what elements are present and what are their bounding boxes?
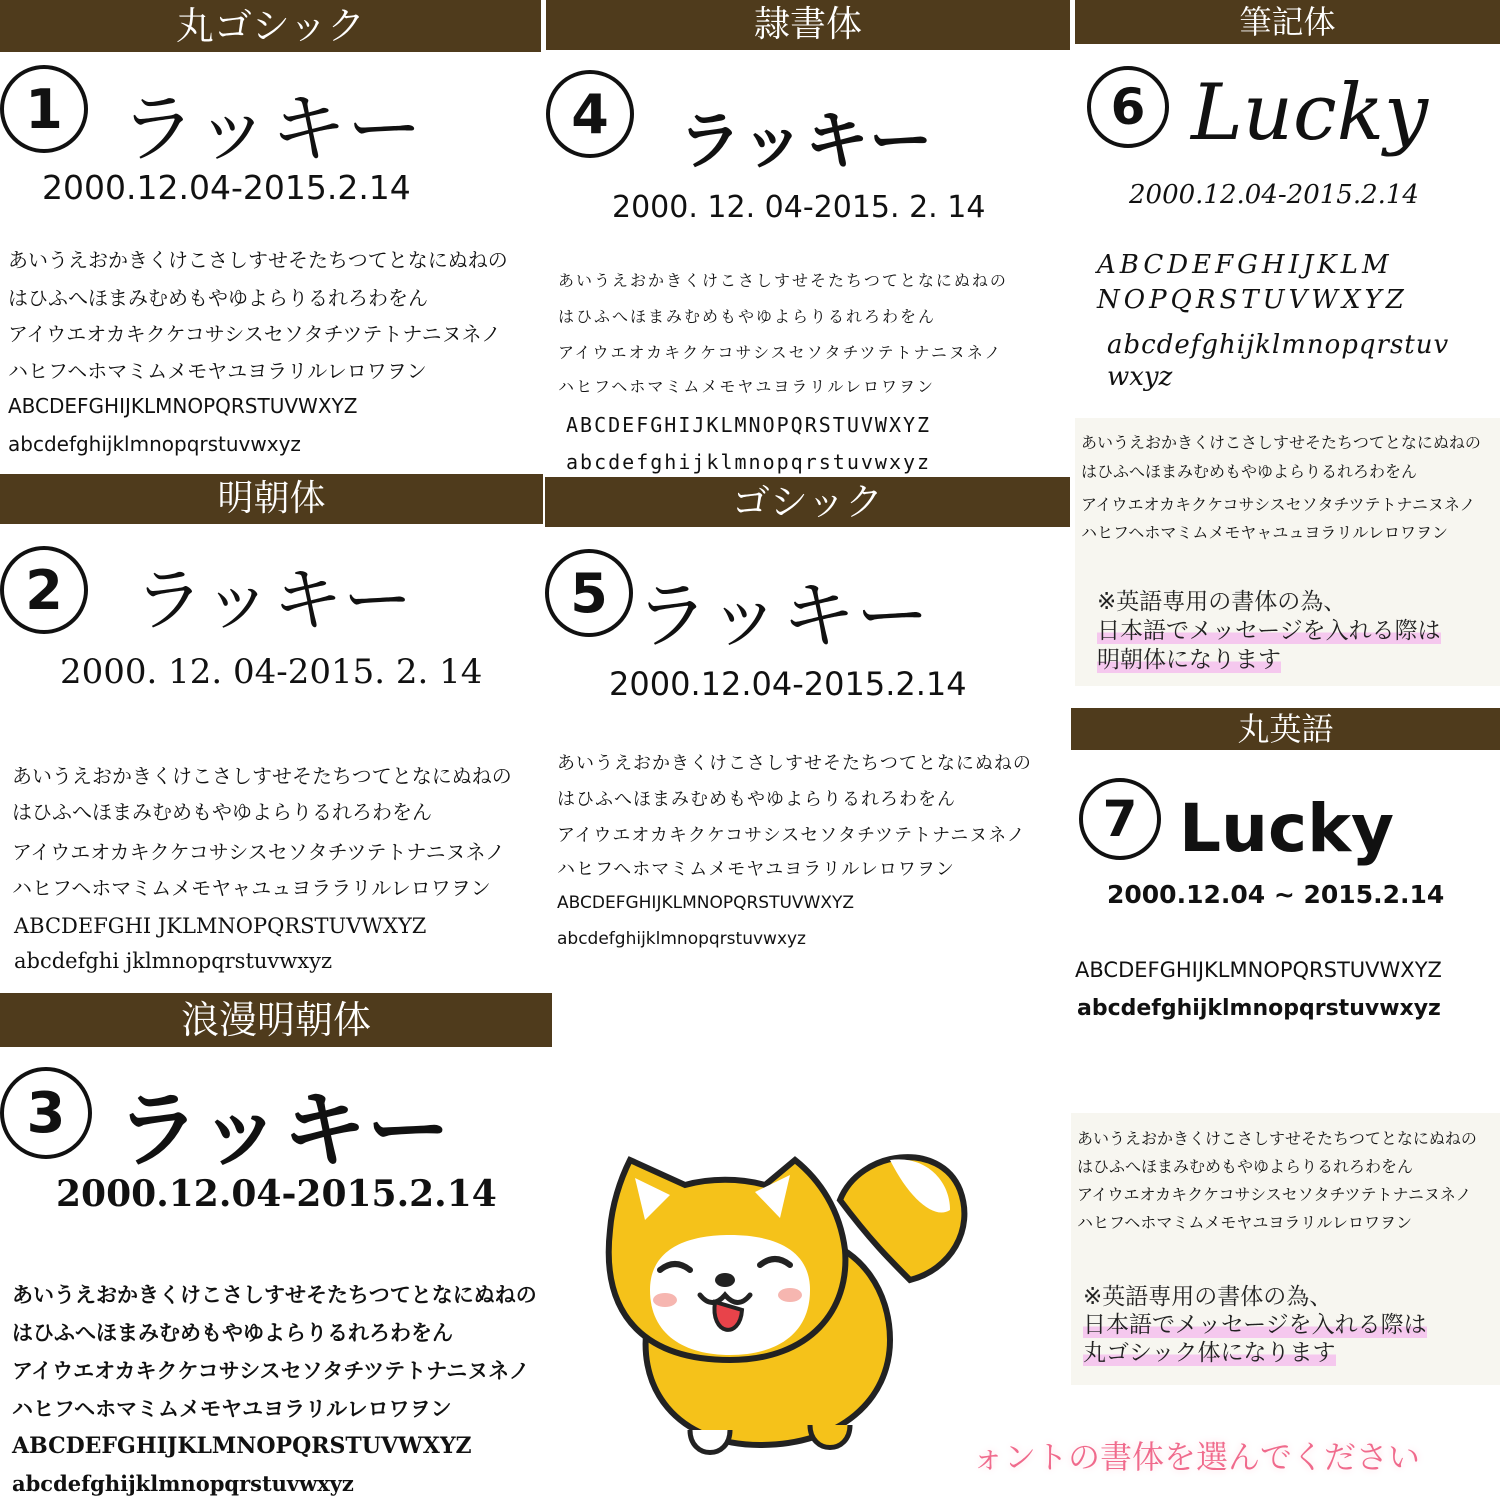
sample-date: 2000. 12. 04-2015. 2. 14 [612, 190, 986, 225]
note-line: ※英語専用の書体の為、 [1097, 589, 1347, 615]
alpha-upper-line: ABCDEFGHIJKLMNOPQRSTUVWXYZ [566, 413, 932, 437]
sample-date: 2000. 12. 04-2015. 2. 14 [60, 652, 483, 692]
number-badge: 4 [546, 70, 634, 158]
alpha-upper-line: ABCDEFGHIJKLMNOPQRSTUVWXYZ [1075, 958, 1442, 982]
sample-word: ラッキー [116, 1081, 451, 1179]
alpha-lower-line: abcdefghijklmnopqrstuvwxyz [12, 1471, 354, 1496]
sample-date: 2000.12.04 ~ 2015.2.14 [1107, 880, 1445, 909]
font-panel-7 [1071, 708, 1500, 1396]
sample-date: 2000.12.04-2015.2.14 [42, 168, 411, 207]
kana-line: あいうえおかきくけこさしすせそたちつてとなにぬねの [558, 271, 1008, 290]
sample-word: ラッキー [635, 573, 930, 659]
panel-header: ゴシック [545, 477, 1070, 527]
sample-date: 2000.12.04-2015.2.14 [609, 665, 967, 703]
font-panel-4 [546, 0, 1070, 474]
cursive-upper-line: ABCDEFGHIJKLM [1097, 250, 1393, 280]
alpha-lower-line: abcdefghijklmnopqrstuvwxyz [566, 450, 932, 474]
sample-word: ラッキー [134, 559, 413, 641]
note-line: 日本語でメッセージを入れる際は [1097, 618, 1441, 644]
font-panel-1 [0, 0, 541, 472]
note-line: 明朝体になります [1097, 647, 1281, 673]
sample-word: Lucky [1191, 68, 1429, 158]
number-badge: 6 [1087, 66, 1169, 148]
kana-line: アイウエオカキクケコサシスセソタチツテトナニヌネノ [1077, 1185, 1472, 1204]
kana-line: あいうえおかきくけこさしすせそたちつてとなにぬねの [12, 764, 512, 788]
kana-line: ハヒフヘホマミムメモヤャユュヨラリルレロワヲン [1081, 523, 1448, 542]
shiba-dog-illustration [590, 1140, 980, 1460]
kana-line: はひふへほまみむめもやゆよらりるれろわをん [12, 1320, 453, 1345]
kana-line: ハヒフヘホマミムメモヤユヨラリルレロワヲン [557, 859, 955, 880]
alpha-lower-line: abcdefghijklmnopqrstuvwxyz [8, 432, 301, 456]
note-line: ※英語専用の書体の為、 [1083, 1284, 1333, 1310]
kana-line: あいうえおかきくけこさしすせそたちつてとなにぬねの [12, 1282, 537, 1307]
kana-line: はひふへほまみむめもやゆよらりるれろわをん [557, 789, 956, 810]
number-badge: 2 [0, 546, 88, 634]
note-line: 丸ゴシック体になります [1083, 1340, 1336, 1366]
alpha-upper-line: ABCDEFGHI JKLMNOPQRSTUVWXYZ [14, 914, 427, 938]
number-badge: 3 [0, 1067, 92, 1159]
cursive-upper-line: NOPQRSTUVWXYZ [1097, 285, 1408, 315]
note-line: 日本語でメッセージを入れる際は [1083, 1312, 1427, 1338]
kana-line: はひふへほまみむめもやゆよらりるれろわをん [558, 307, 937, 326]
font-panel-6 [1075, 0, 1500, 700]
number-badge: 1 [0, 65, 88, 153]
kana-line: はひふへほまみむめもやゆよらりるれろわをん [1077, 1157, 1414, 1176]
kana-line: アイウエオカキクケコサシスセソタチツテトナニヌネノ [557, 825, 1026, 846]
number-badge: 5 [545, 549, 633, 637]
alpha-lower-line: abcdefghi jklmnopqrstuvwxyz [14, 949, 333, 973]
panel-header: 丸英語 [1071, 708, 1500, 750]
kana-line: はひふへほまみむめもやゆよらりるれろわをん [12, 800, 432, 824]
kana-line: アイウエオカキクケコサシスセソタチツテトナニヌネノ [1081, 495, 1476, 514]
font-panel-5 [545, 477, 1070, 977]
sample-word: Lucky [1179, 790, 1395, 867]
kana-line: ハヒフヘホマミムメモヤャユュヨララリルレロワヲン [12, 876, 491, 900]
panel-header: 隷書体 [546, 0, 1070, 50]
panel-header: 丸ゴシック [0, 0, 541, 52]
kana-line: ハヒフヘホマミムメモヤユヨラリルレロワヲン [12, 1396, 452, 1421]
kana-line: アイウエオカキクケコサシスセソタチツテトナニヌネノ [558, 343, 1003, 362]
alpha-upper-line: ABCDEFGHIJKLMNOPQRSTUVWXYZ [8, 394, 358, 418]
sample-word: ラッキー [120, 84, 423, 173]
kana-line: アイウエオカキクケコサシスセソタチツテトナニヌネノ [8, 322, 501, 346]
kana-line: あいうえおかきくけこさしすせそたちつてとなにぬねの [1077, 1129, 1477, 1148]
panel-header: 浪漫明朝体 [0, 993, 552, 1047]
sample-date: 2000.12.04-2015.2.14 [1129, 180, 1419, 210]
kana-line: あいうえおかきくけこさしすせそたちつてとなにぬねの [8, 248, 508, 272]
kana-line: はひふへほまみむめもやゆよらりるれろわをん [8, 286, 428, 310]
cursive-lower-line: abcdefghijklmnopqrstuv [1107, 330, 1450, 360]
alpha-lower-line: abcdefghijklmnopqrstuvwxyz [557, 929, 806, 949]
alpha-upper-line: ABCDEFGHIJKLMNOPQRSTUVWXYZ [557, 893, 855, 913]
footer-caption: ォントの書体を選んでください [972, 1438, 1421, 1476]
kana-line: アイウエオカキクケコサシスセソタチツテトナニヌネノ [12, 1358, 530, 1383]
alpha-lower-line: abcdefghijklmnopqrstuvwxyz [1077, 996, 1441, 1021]
cursive-lower-line: wxyz [1107, 362, 1173, 392]
panel-header: 明朝体 [0, 474, 543, 524]
sample-date: 2000.12.04-2015.2.14 [56, 1173, 497, 1215]
kana-line: ハヒフヘホマミムメモヤユヨラリルレロワヲン [558, 377, 935, 396]
font-panel-2 [0, 474, 543, 990]
alpha-upper-line: ABCDEFGHIJKLMNOPQRSTUVWXYZ [12, 1433, 472, 1459]
panel-header: 筆記体 [1075, 0, 1500, 44]
kana-line: アイウエオカキクケコサシスセソタチツテトナニヌネノ [12, 840, 505, 864]
sample-word: ラッキー [678, 104, 933, 179]
kana-line: あいうえおかきくけこさしすせそたちつてとなにぬねの [557, 753, 1032, 774]
number-badge: 7 [1079, 778, 1161, 860]
kana-line: ハヒフヘホマミムメモヤユヨラリルレロワヲン [1077, 1213, 1412, 1232]
kana-line: あいうえおかきくけこさしすせそたちつてとなにぬねの [1081, 433, 1481, 452]
kana-line: ハヒフヘホマミムメモヤユヨラリルレロワヲン [8, 359, 427, 383]
font-panel-3 [0, 993, 552, 1500]
kana-line: はひふへほまみむめもやゆよらりるれろわをん [1081, 462, 1418, 481]
